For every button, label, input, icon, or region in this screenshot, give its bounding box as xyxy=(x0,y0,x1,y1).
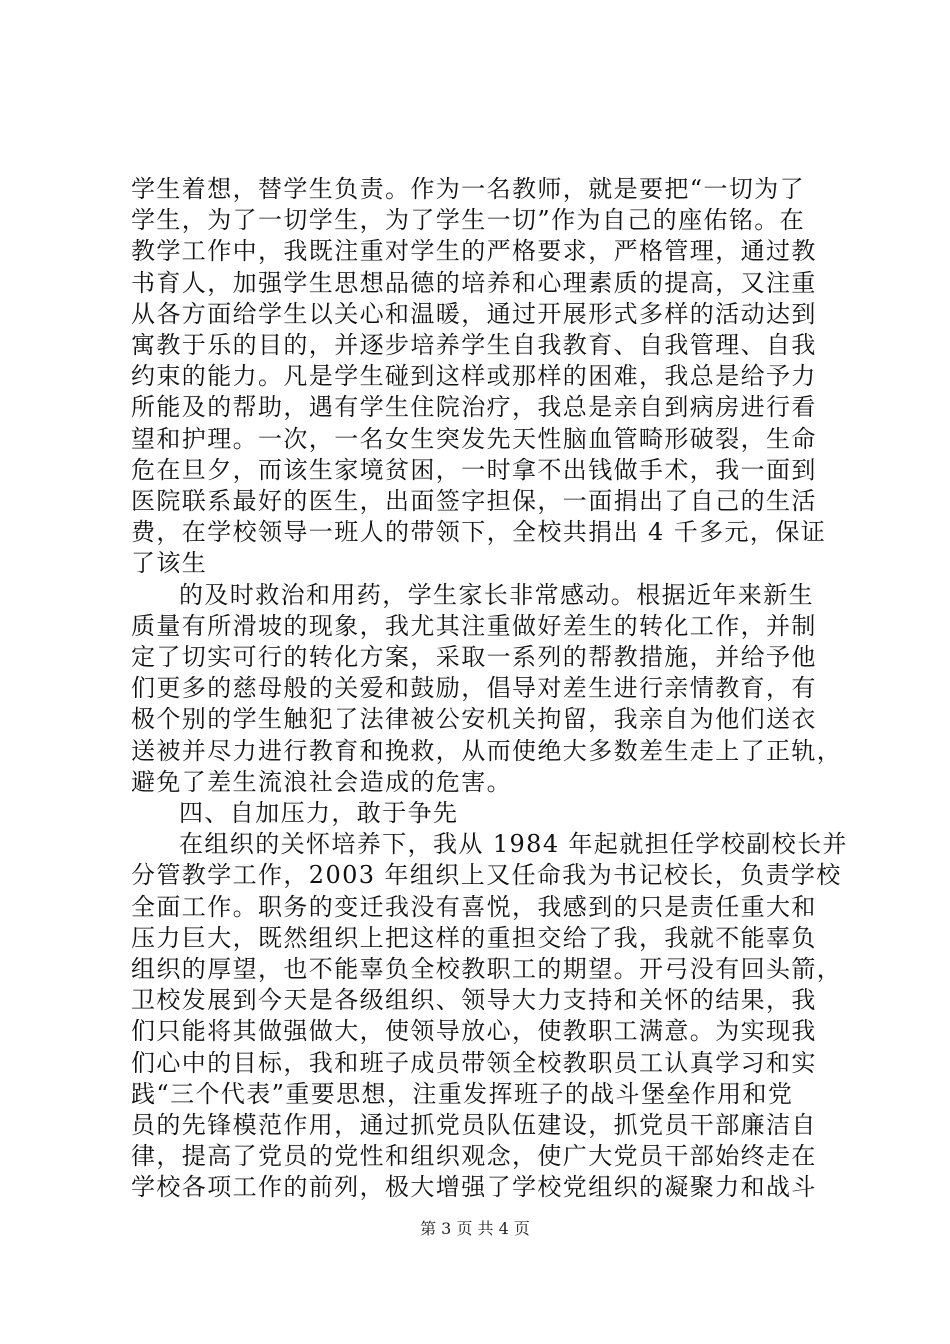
body-text-line: 律，提高了党员的党性和组织观念，使广大党员干部始终走在 xyxy=(131,1142,817,1171)
body-text-line: 学生，为了一切学生，为了学生一切”作为自己的座佑铭。在 xyxy=(131,206,806,235)
body-text-line: 教学工作中，我既注重对学生的严格要求，严格管理，通过教 xyxy=(131,237,817,266)
body-text-line: 组织的厚望，也不能辜负全校教职工的期望。开弓没有回头箭， xyxy=(131,955,843,983)
body-text-line: 们更多的慈母般的关爱和鼓励，倡导对差生进行亲情教育，有 xyxy=(131,674,817,703)
body-text-line: 践“三个代表”重要思想，注重发挥班子的战斗堡垒作用和党 xyxy=(131,1079,794,1108)
body-text-line: 从各方面给学生以关心和温暖，通过开展形式多样的活动达到 xyxy=(131,299,817,328)
body-text-line: 学生着想，替学生负责。作为一名教师，就是要把“一切为了 xyxy=(131,175,806,203)
body-text-line: 质量有所滑坡的现象，我尤其注重做好差生的转化工作，并制 xyxy=(131,611,817,640)
body-text-line: 危在旦夕，而该生家境贫困，一时拿不出钱做手术，我一面到 xyxy=(131,455,817,484)
body-text-line: 望和护理。一次，一名女生突发先天性脑血管畸形破裂，生命 xyxy=(131,424,817,453)
body-text-line: 们只能将其做强做大，使领导放心，使教职工满意。为实现我 xyxy=(131,1017,817,1046)
body-text-line: 定了切实可行的转化方案，采取一系列的帮教措施，并给予他 xyxy=(131,643,817,671)
body-text-line: 书育人，加强学生思想品德的培养和心理素质的提高，又注重 xyxy=(131,268,817,297)
body-text-line: 约束的能力。凡是学生碰到这样或那样的困难，我总是给予力 xyxy=(131,362,817,391)
body-text-line: 压力巨大，既然组织上把这样的重担交给了我，我就不能辜负 xyxy=(131,923,817,952)
paragraph-first-line: 在组织的关怀培养下，我从 1984 年起就担任学校副校长并 xyxy=(179,830,848,859)
body-text-line: 全面工作。职务的变迁我没有喜悦，我感到的只是责任重大和 xyxy=(131,892,817,921)
body-text-line: 费，在学校领导一班人的带领下，全校共捐出 4 千多元，保证 xyxy=(131,518,827,547)
body-text-line: 避免了差生流浪社会造成的危害。 xyxy=(131,767,512,796)
body-text-line: 们心中的目标，我和班子成员带领全校教职员工认真学习和实 xyxy=(131,1048,817,1077)
body-text-line: 寓教于乐的目的，并逐步培养学生自我教育、自我管理、自我 xyxy=(131,331,817,359)
body-text-line: 卫校发展到今天是各级组织、领导大力支持和关怀的结果，我 xyxy=(131,986,817,1015)
body-text-line: 极个别的学生触犯了法律被公安机关拘留，我亲自为他们送衣 xyxy=(131,705,817,734)
body-text-line: 送被并尽力进行教育和挽救，从而使绝大多数差生走上了正轨， xyxy=(131,736,843,765)
body-text-line: 员的先锋模范作用，通过抓党员队伍建设，抓党员干部廉洁自 xyxy=(131,1111,817,1139)
paragraph-first-line: 的及时救治和用药，学生家长非常感动。根据近年来新生 xyxy=(179,580,814,609)
body-text-line: 了该生 xyxy=(131,549,208,578)
section-heading: 四、自加压力，敢于争先 xyxy=(179,799,459,827)
body-text-line: 所能及的帮助，遇有学生住院治疗，我总是亲自到病房进行看 xyxy=(131,393,817,422)
page-footer: 第 3 页 共 4 页 xyxy=(420,1219,530,1238)
body-text-line: 医院联系最好的医生，出面签字担保，一面捐出了自己的生活 xyxy=(131,487,817,515)
body-text-line: 学校各项工作的前列，极大增强了学校党组织的凝聚力和战斗 xyxy=(131,1173,817,1202)
body-text-line: 分管教学工作，2003 年组织上又任命我为书记校长，负责学校 xyxy=(131,861,842,890)
